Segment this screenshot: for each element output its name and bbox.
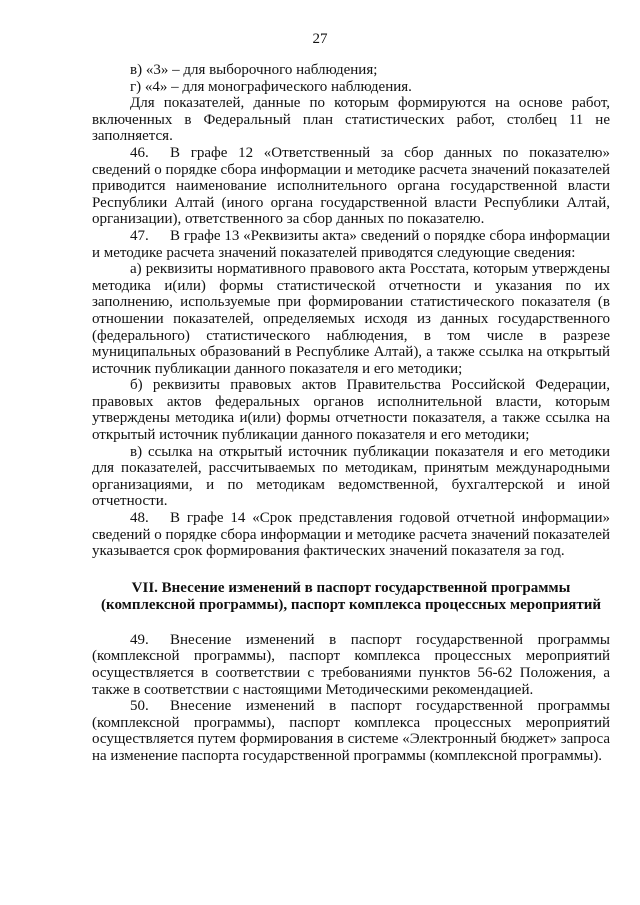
paragraph-text: а) реквизиты нормативного правового акта Росстата, которым утверждены методика и(или) формы статистической отчетности и указания по их заполнению, используемые при формировании статистического показателя (в отношении показателей, определяемых исходя из данных государственного (федерального) статистического наблюдения, в том числе в разрезе муниципальных образований в Республике Алтай), а также ссылка на открытый источник публикации данного показателя и его методики; — [92, 261, 610, 377]
paragraph — [92, 377, 610, 443]
paragraph — [92, 698, 610, 764]
paragraph — [92, 79, 610, 96]
section-heading-line1: VII. Внесение изменений в паспорт государственной программы — [131, 579, 571, 596]
paragraph-text: в) ссылка на открытый источник публикации показателя и его методики для показателей, рассчитываемых по методикам, принятым международными организациями, и по методикам ведомственной, бухгалтерской и иной отчетности. — [92, 443, 610, 510]
paragraph — [92, 145, 610, 228]
paragraphs-after — [92, 632, 610, 765]
page-number: 27 — [312, 31, 328, 47]
paragraph — [92, 261, 610, 377]
paragraph-text: г) «4» – для монографического наблюдения. — [130, 78, 412, 95]
paragraph-text: В графе 13 «Реквизиты акта» сведений о порядке сбора информации и методике расчета значений показателей приводятся следующие сведения: — [92, 227, 610, 261]
paragraph-text: Внесение изменений в паспорт государственной программы (комплексной программы), паспорт комплекса процессных мероприятий осуществляется в соответствии с требованиями пунктов 56-62 Положения, а также в соответствии с настоящими Методическими рекомендацией. — [92, 631, 610, 698]
paragraph-text: б) реквизиты правовых актов Правительства Российской Федерации, правовых актов федеральных органов исполнительной власти, которым утверждены методика и(или) формы отчетности показателя, а также ссылка на открытый источник публикации данного показателя и его методики; — [92, 377, 610, 444]
paragraph-text: Для показателей, данные по которым формируются на основе работ, включенных в Федеральный план статистических работ, столбец 11 не заполняется. — [92, 95, 610, 145]
paragraph-text: в) «3» – для выборочного наблюдения; — [130, 62, 378, 78]
section-heading-line2: (комплексной программы), паспорт комплекса процессных мероприятий — [101, 596, 601, 613]
paragraph-text: В графе 14 «Срок представления годовой отчетной информации» сведений о порядке сбора информации и методике расчета значений показателей указывается срок формирования фактических значений показателя за год. — [92, 510, 610, 560]
paragraph-number: 49. — [130, 631, 149, 648]
paragraph — [92, 444, 610, 510]
paragraphs-before — [92, 62, 610, 560]
paragraph-text: В графе 12 «Ответственный за сбор данных по показателю» сведений о порядке сбора информации и методике расчета значений показателей приводится наименование исполнительного органа государственной власти Республики Алтай (иного органа государственной власти Республики Алтай, организации), ответственного за сбор данных по показателю. — [92, 144, 610, 228]
paragraph-number: 48. — [130, 510, 149, 527]
paragraph — [92, 510, 610, 560]
document-body — [92, 62, 610, 765]
paragraph — [92, 228, 610, 261]
paragraph — [92, 632, 610, 698]
paragraph-number: 46. — [130, 144, 149, 161]
section-heading — [92, 580, 610, 614]
paragraph-text: Внесение изменений в паспорт государственной программы (комплексной программы), паспорт комплекса процессных мероприятий осуществляется путем формирования в системе «Электронный бюджет» запроса на изменение паспорта государственной программы (комплексной программы). — [92, 698, 610, 764]
paragraph-number: 50. — [130, 698, 149, 715]
paragraph — [92, 62, 610, 79]
paragraph-number: 47. — [130, 227, 149, 244]
paragraph — [92, 95, 610, 145]
